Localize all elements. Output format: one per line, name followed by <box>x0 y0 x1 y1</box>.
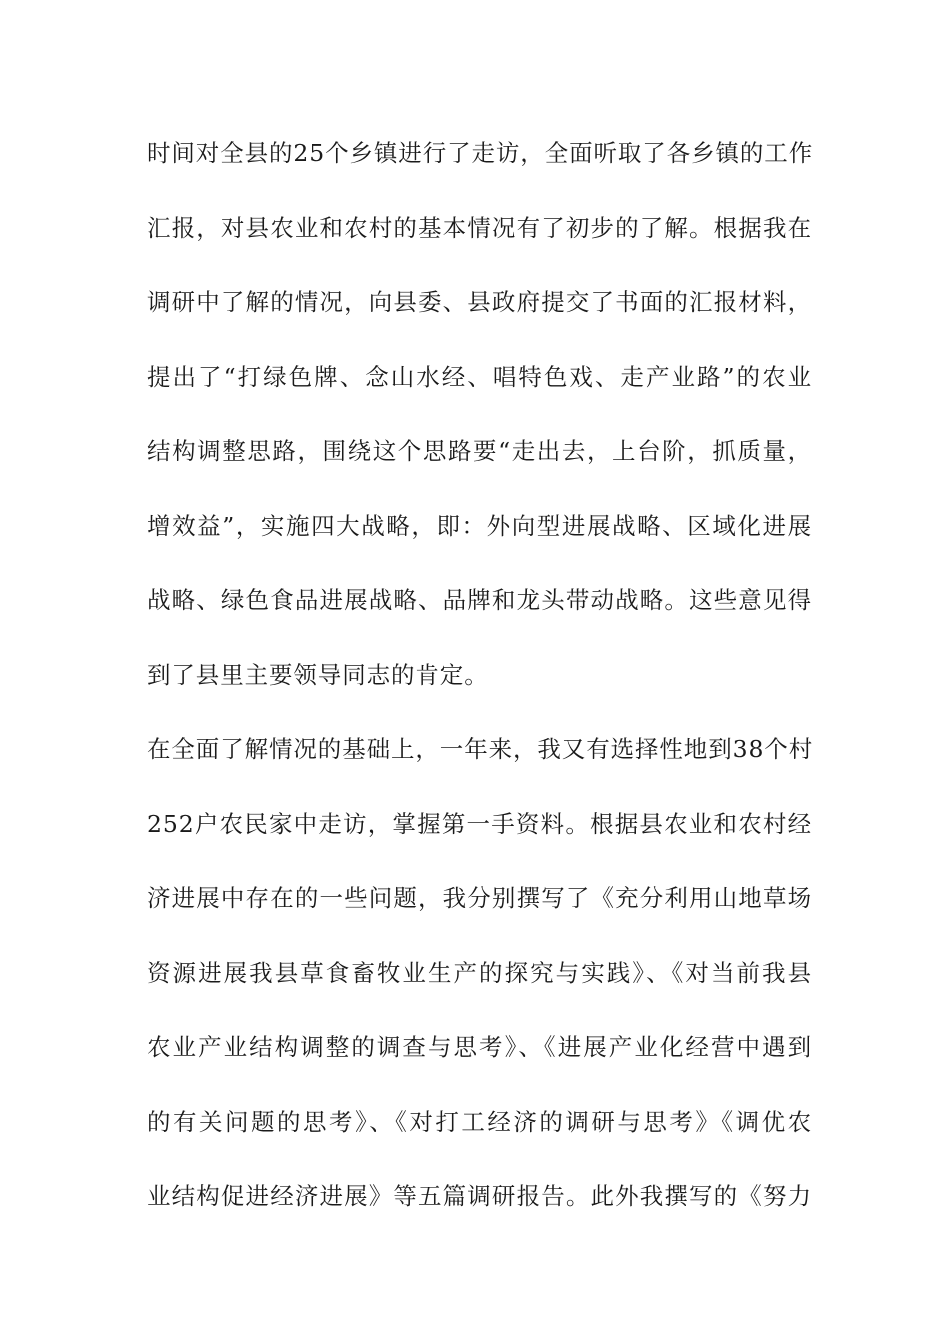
paragraph-2 <box>147 724 812 1246</box>
paragraph-1 <box>147 128 812 724</box>
text-line: 在全面了解情况的基础上，一年来，我又有选择性地到38个村 <box>147 735 814 763</box>
text-line: 252户农民家中走访，掌握第一手资料。根据县农业和农村经 <box>147 809 812 838</box>
text-line: 调研中了解的情况，向县委、县政府提交了书面的汇报材料， <box>147 288 812 316</box>
text-line: 济进展中存在的一些问题，我分别撰写了《充分利用山地草场 <box>147 884 812 912</box>
text-line: 时间对全县的25个乡镇进行了走访，全面听取了各乡镇的工作 <box>147 139 814 167</box>
text-line: 战略、绿色食品进展战略、品牌和龙头带动战略。这些意见得 <box>147 586 812 614</box>
text-line: 增效益”，实施四大战略，即：外向型进展战略、区域化进展 <box>147 511 812 540</box>
text-line: 结构调整思路，围绕这个思路要“走出去，上台阶，抓质量， <box>147 437 812 465</box>
text-line: 汇报，对县农业和农村的基本情况有了初步的了解。根据我在 <box>147 213 812 242</box>
text-line: 农业产业结构调整的调查与思考》、《进展产业化经营中遇到 <box>147 1033 812 1061</box>
text-line: 的有关问题的思考》、《对打工经济的调研与思考》《调优农 <box>147 1107 812 1136</box>
body-text <box>147 128 812 1246</box>
text-line: 到了县里主要领导同志的肯定。 <box>147 660 489 689</box>
text-line: 提出了“打绿色牌、念山水经、唱特色戏、走产业路”的农业 <box>147 362 812 391</box>
text-line: 资源进展我县草食畜牧业生产的探究与实践》、《对当前我县 <box>147 958 812 987</box>
text-line: 业结构促进经济进展》等五篇调研报告。此外我撰写的《努力 <box>147 1182 812 1210</box>
